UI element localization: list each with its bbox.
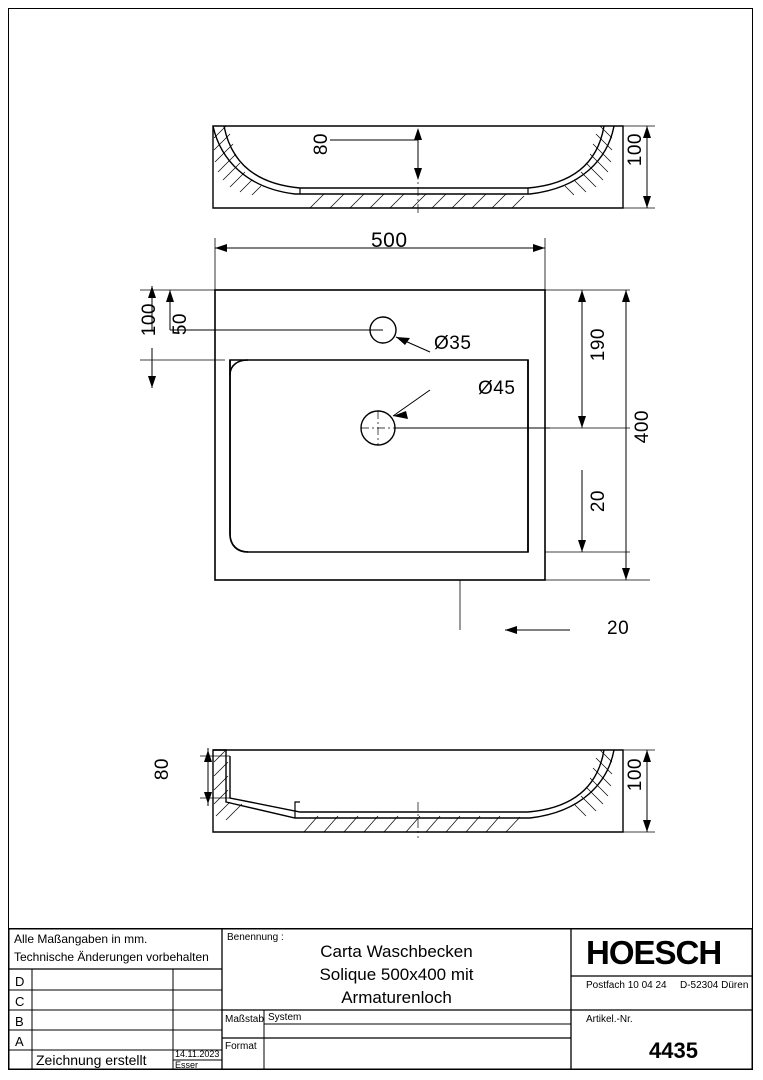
revision-row-b: B bbox=[15, 1014, 24, 1029]
revision-row-a: A bbox=[15, 1034, 24, 1049]
company-address-postfach: Postfach 10 04 24 bbox=[586, 980, 667, 991]
title-block bbox=[8, 928, 753, 1070]
article-number: 4435 bbox=[649, 1038, 698, 1063]
dim-hole-45: Ø45 bbox=[478, 378, 516, 399]
massstab-label: Maßstab bbox=[225, 1014, 264, 1025]
format-label: Format bbox=[225, 1041, 257, 1052]
dim-bottom-80: 80 bbox=[152, 758, 173, 781]
bottom-section-view bbox=[200, 742, 660, 852]
company-address-city: D-52304 Düren bbox=[680, 980, 749, 991]
note-line-1: Alle Maßangaben in mm. bbox=[14, 932, 148, 946]
hoesch-logo: HOESCH bbox=[586, 934, 722, 971]
dim-top-80: 80 bbox=[311, 133, 332, 156]
dim-width-500: 500 bbox=[371, 229, 408, 252]
benennung-label: Benennung : bbox=[227, 932, 284, 943]
dim-left-50: 50 bbox=[170, 313, 191, 336]
plan-view bbox=[130, 230, 670, 660]
revision-row-c: C bbox=[15, 994, 25, 1009]
top-section-view bbox=[200, 118, 660, 228]
dim-top-100: 100 bbox=[625, 133, 646, 167]
status-label: Zeichnung erstellt bbox=[36, 1052, 147, 1068]
dim-hole-35: Ø35 bbox=[434, 333, 472, 354]
dim-right-190: 190 bbox=[588, 328, 609, 362]
revision-row-d: D bbox=[15, 974, 25, 989]
dim-right-20: 20 bbox=[588, 490, 609, 513]
product-name-line-2: Solique 500x400 mit bbox=[319, 965, 474, 984]
dim-left-100: 100 bbox=[139, 303, 160, 337]
system-label: System bbox=[268, 1012, 302, 1023]
status-name: Esser bbox=[175, 1060, 199, 1070]
dim-bottom-100: 100 bbox=[625, 758, 646, 792]
product-name-line-1: Carta Waschbecken bbox=[320, 942, 473, 961]
status-date: 14.11.2023 bbox=[175, 1049, 220, 1059]
product-name-line-3: Armaturenloch bbox=[341, 988, 452, 1007]
note-line-2: Technische Änderungen vorbehalten bbox=[14, 950, 209, 964]
dim-bottom-20: 20 bbox=[607, 618, 630, 639]
dim-right-400: 400 bbox=[632, 410, 653, 444]
artikel-label: Artikel.-Nr. bbox=[586, 1014, 633, 1025]
